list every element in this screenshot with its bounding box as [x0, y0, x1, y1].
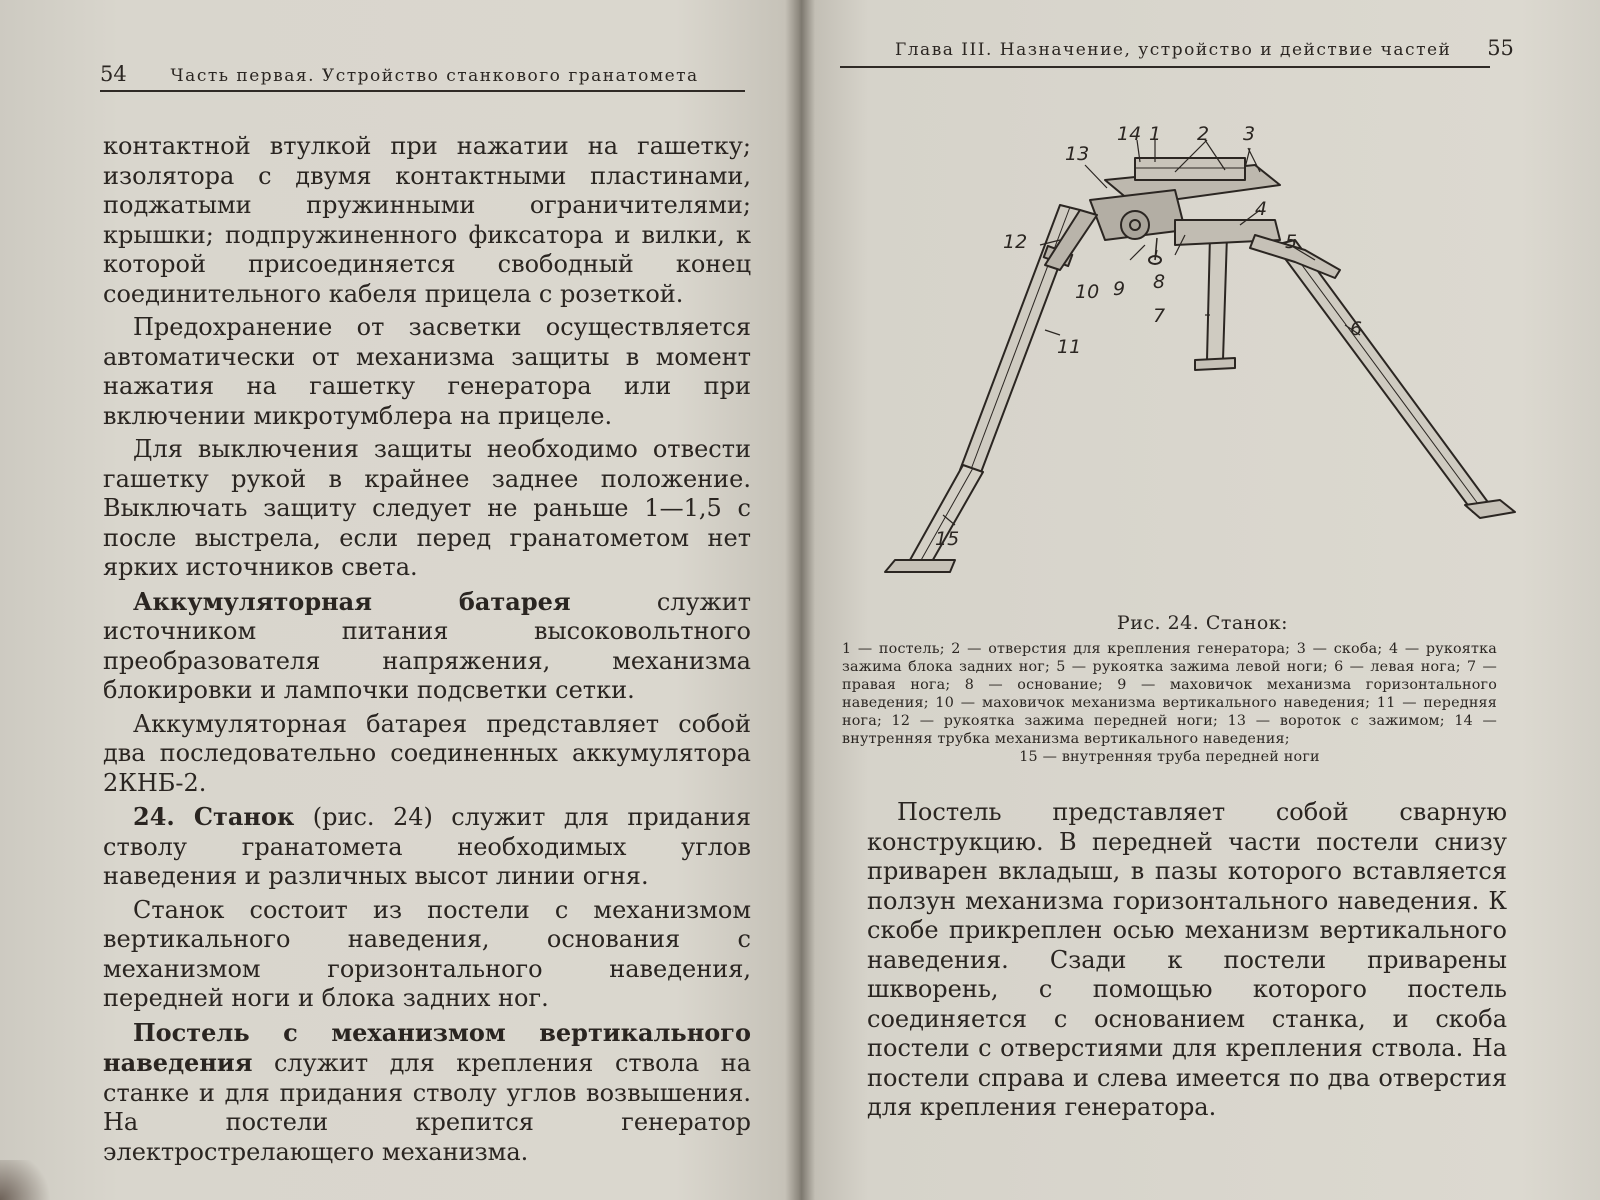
right-page-number: 55 — [1487, 36, 1514, 60]
paragraph: контактной втулкой при нажатии на гашетку; изолятора с двумя контактными пластинами, поджатыми пружинными ограничителями; крышки; подпружиненного фиксатора и вилки, к которой присоединяется свободный конец соединительного кабеля прицела с розеткой. — [103, 132, 751, 308]
mechanism-drawing — [1045, 158, 1340, 278]
figure-legend — [842, 640, 1497, 766]
figure-label: 15 — [935, 528, 960, 550]
paragraph: Предохранение от засветки осуществляется автоматически от механизма защиты в момент нажатия на гашетку генератора или при включении микротумблера на прицеле. — [103, 313, 751, 430]
right-header-rule — [840, 66, 1490, 68]
figure-label: 6 — [1350, 318, 1363, 340]
figure-legend-last: 15 — внутренняя труба передней ноги — [1019, 749, 1320, 765]
paragraph: Аккумуляторная батарея представляет собой два последовательно соединенных аккумулятора 2КНБ-2. — [103, 709, 751, 797]
book-gutter — [785, 0, 815, 1200]
paragraph: Для выключения защиты необходимо отвести гашетку рукой в крайнее заднее положение. Выключать защиту следует не раньше 1—1,5 с после выстрела, если перед гранатометом нет ярких источников света. — [103, 435, 751, 581]
paragraph: Станок состоит из постели с механизмом вертикального наведения, основания с механизмом горизонтального наведения, передней ноги и блока задних ног. — [103, 895, 751, 1012]
paragraph: 24. Станок (рис. 24) служит для придания стволу гранатомета необходимых углов наведения и различных высот линии огня. — [103, 802, 751, 890]
figure-label: 4 — [1255, 198, 1268, 220]
right-leg-drawing — [1195, 235, 1235, 370]
figure-label: 1 — [1149, 123, 1162, 145]
figure-label: 10 — [1075, 281, 1100, 303]
right-running-head — [895, 36, 1514, 60]
tripod-figure — [835, 110, 1555, 590]
figure-legend-text: 1 — постель; 2 — отверстия для крепления генератора; 3 — скоба; 4 — рукоятка зажима блока задних ног; 5 — рукоятка зажима левой ноги; 6 — левая нога; 7 — правая нога; 8 — основание; 9 — маховичок механизма горизонтального наведения; 10 — маховичок механизма вертикального наведения; 11 — передняя нога; 12 — рукоятка зажима передней ноги; 13 — вороток с зажимом; 14 — внутренняя трубка механизма вертикального наведения; — [842, 641, 1497, 747]
paragraph: Постель представляет собой сварную конструкцию. В передней части постели снизу приварен вкладыш, в пазы которого вставляется ползун механизма горизонтального наведения. К скобе прикреплен осью механизм вертикального наведения. Сзади к постели приварены шкворень, с помощью которого постель соединяется с основанием станка, и скоба постели с отверстиями для крепления ствола. На постели справа и слева имеется по два отверстия для крепления генератора. — [867, 798, 1507, 1121]
figure-label: 9 — [1113, 278, 1126, 300]
figure-label: 5 — [1285, 231, 1298, 253]
left-running-head-title: Часть первая. Устройство станкового гранатомета — [170, 66, 699, 86]
paragraph: Аккумуляторная батарея служит источником питания высоковольтного преобразователя напряжения, механизма блокировки и лампочки подсветки сетки. — [103, 586, 751, 704]
figure-label: 3 — [1243, 123, 1256, 145]
thumb-shadow — [0, 1160, 60, 1200]
figure-label: 14 — [1117, 123, 1142, 145]
paragraph: Постель с механизмом вертикального наведения служит для крепления ствола на станке и для придания стволу углов возвышения. На постели крепится генератор электрострелающего механизма. — [103, 1017, 751, 1166]
figure-label: 11 — [1057, 336, 1082, 358]
left-header-rule — [100, 90, 745, 92]
left-text-block — [103, 132, 751, 1171]
figure-label: 8 — [1153, 271, 1166, 293]
left-running-head — [100, 62, 699, 86]
rear-left-leg-drawing — [1275, 240, 1515, 518]
left-page — [0, 0, 795, 1200]
figure-label: 13 — [1065, 143, 1090, 165]
figure-label: 12 — [1003, 231, 1028, 253]
figure-label: 2 — [1197, 123, 1210, 145]
figure-label: 7 — [1153, 305, 1166, 327]
left-page-number: 54 — [100, 62, 127, 86]
right-text-block — [867, 798, 1507, 1127]
right-running-head-title: Глава III. Назначение, устройство и действие частей — [895, 40, 1452, 60]
right-page — [805, 0, 1600, 1200]
figure-caption-title: Рис. 24. Станок: — [1116, 612, 1289, 634]
